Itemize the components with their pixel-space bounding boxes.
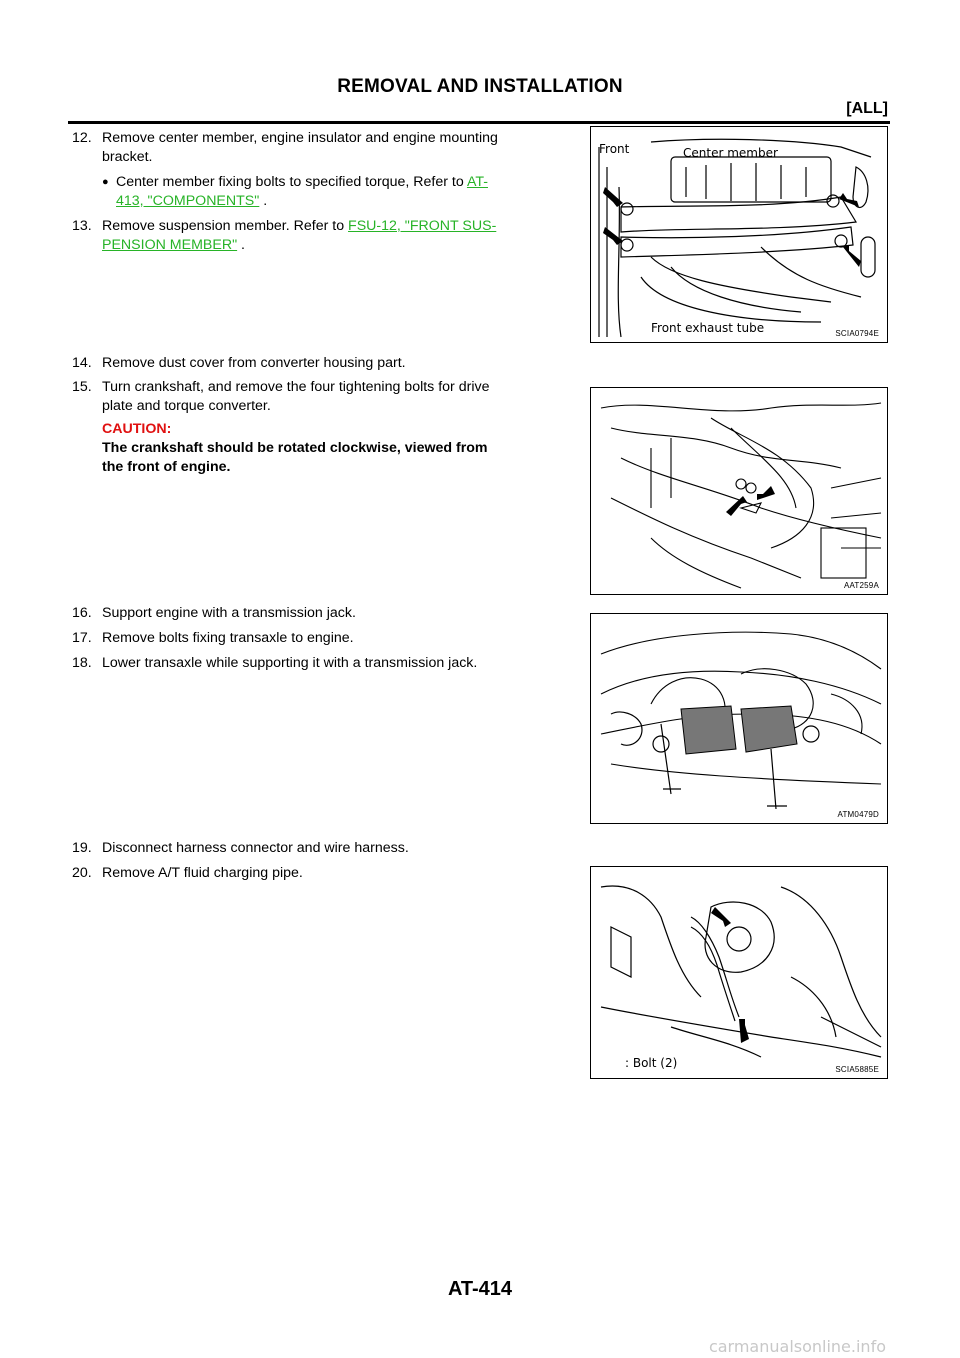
step-number: 18. [72, 655, 92, 671]
figure-code: SCIA5885E [835, 1065, 879, 1074]
label-front-exhaust-tube: Front exhaust tube [651, 321, 765, 335]
step-text: Support engine with a transmission jack. [102, 605, 356, 621]
center-member-illustration [591, 127, 887, 342]
step-number: 15. [72, 379, 92, 395]
step-14 [72, 354, 578, 373]
step-end: . [237, 237, 245, 253]
step-text-cont: bracket. [102, 149, 153, 165]
caution-heading: CAUTION: [102, 421, 172, 437]
step-13 [72, 217, 578, 255]
step-text: Lower transaxle while supporting it with a transmission jack. [102, 655, 478, 671]
figure-fluid-charging-pipe [590, 866, 888, 1079]
step-12 [72, 129, 578, 167]
bullet-end: . [259, 193, 268, 209]
transmission-jack-illustration [591, 614, 887, 823]
step-20 [72, 864, 578, 883]
bullet-text: Center member fixing bolts to specified torque, Refer to [116, 174, 464, 190]
step-text: Remove dust cover from converter housing part. [102, 355, 406, 371]
drive-plate-illustration [591, 388, 887, 594]
figure-transmission-jack [590, 613, 888, 824]
step-number: 17. [72, 630, 92, 646]
caution-text-cont: the front of engine. [102, 459, 231, 475]
step-number: 14. [72, 355, 92, 371]
step-text: Remove A/T fluid charging pipe. [102, 865, 303, 881]
figure-code: ATM0479D [837, 810, 879, 819]
fluid-charging-pipe-illustration [591, 867, 887, 1078]
step-text: Remove bolts fixing transaxle to engine. [102, 630, 354, 646]
ref-link-fsu-12[interactable]: FSU-12, "FRONT SUS- [348, 218, 497, 234]
ref-link-fsu-12-cont[interactable]: PENSION MEMBER" [102, 237, 238, 253]
ref-link-at-413[interactable]: AT- [466, 174, 488, 190]
step-text: Disconnect harness connector and wire harness. [102, 840, 409, 856]
label-center-member: Center member [683, 146, 778, 160]
step-15 [72, 378, 578, 477]
site-watermark: carmanualsonline.info [708, 1337, 886, 1356]
step-number: 19. [72, 840, 92, 856]
legend-bolt: : Bolt (2) [625, 1056, 678, 1070]
page-number: AT-414 [447, 1278, 513, 1300]
step-text: Turn crankshaft, and remove the four tightening bolts for drive [102, 379, 490, 395]
figure-code: AAT259A [843, 581, 879, 590]
step-number: 13. [72, 218, 92, 234]
header-divider [68, 121, 890, 124]
step-number: 20. [72, 865, 92, 881]
caution-text: The crankshaft should be rotated clockwise, viewed from [102, 440, 488, 456]
section-tag: [ALL] [846, 100, 888, 117]
page-title: REMOVAL AND INSTALLATION [337, 76, 623, 97]
step-16 [72, 604, 578, 623]
step-18 [72, 654, 578, 673]
step-number: 16. [72, 605, 92, 621]
figure-center-member [590, 126, 888, 343]
step-12-bullet [102, 173, 578, 211]
bullet-icon: ● [102, 176, 109, 188]
figure-code: SCIA0794E [835, 329, 879, 338]
figure-drive-plate-bolts [590, 387, 888, 595]
ref-link-at-413-cont[interactable]: 413, "COMPONENTS" [116, 193, 260, 209]
label-front: Front [599, 142, 630, 156]
step-17 [72, 629, 578, 648]
step-19 [72, 839, 578, 858]
step-text-cont: plate and torque converter. [102, 398, 271, 414]
step-text: Remove suspension member. Refer to [102, 218, 345, 234]
step-text: Remove center member, engine insulator and engine mounting [102, 130, 498, 146]
step-number: 12. [72, 130, 92, 146]
